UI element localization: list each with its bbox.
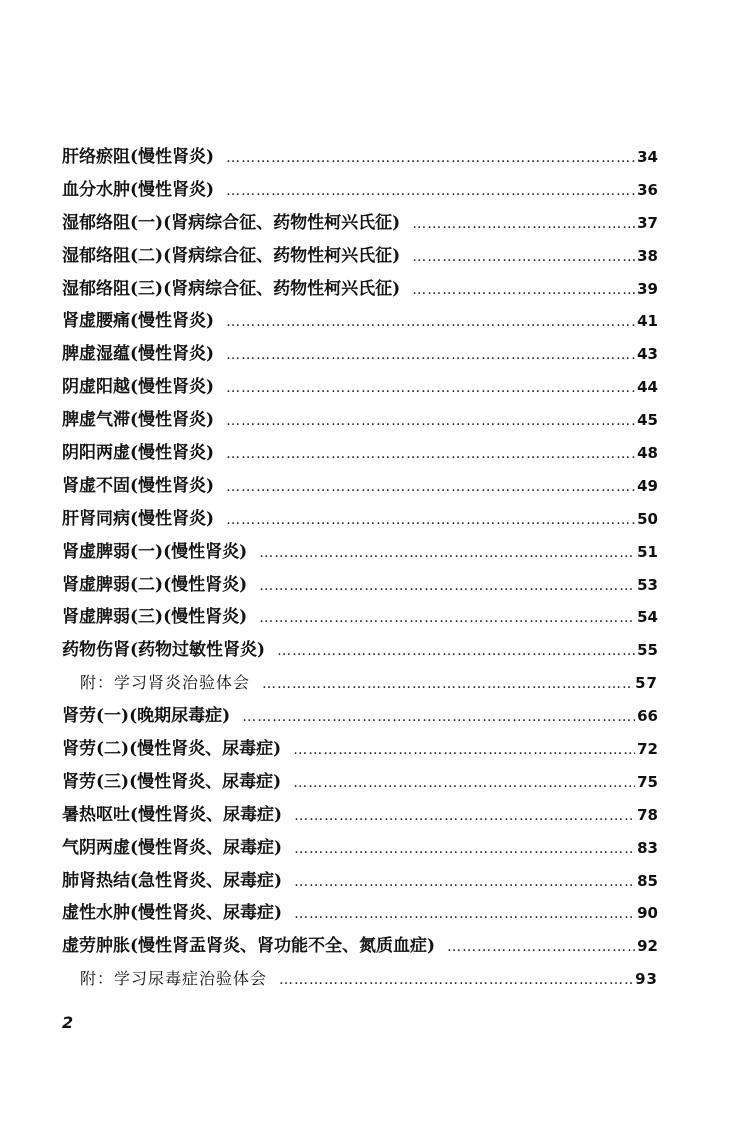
toc-entry-title: 肾虚脾弱(二)(慢性肾炎): [62, 574, 248, 595]
toc-entry-title: 肾虚腰痛(慢性肾炎): [62, 311, 215, 332]
toc-entry-title: 附：学习肾炎治验体会: [80, 673, 251, 693]
toc-entry-page: 92: [637, 937, 658, 956]
toc-entry-title: 肾劳(二)(慢性肾炎、尿毒症): [62, 739, 282, 760]
toc-entry-title: 虚性水肿(慢性肾炎、尿毒症): [62, 903, 283, 924]
toc-entry: [62, 601, 658, 634]
toc-entry-title: 肝肾同病(慢性肾炎): [62, 508, 215, 529]
toc-dot-leader: [412, 274, 635, 307]
toc-entry-page: 50: [637, 509, 658, 528]
toc-dot-leader: [226, 339, 635, 372]
toc-entry: [62, 569, 658, 602]
toc-dot-leader: [262, 668, 633, 701]
toc-entry-title: 肾虚不固(慢性肾炎): [62, 475, 215, 496]
toc-entry-page: 53: [637, 575, 658, 594]
toc-entry-page: 66: [637, 707, 658, 726]
toc-dot-leader: [294, 866, 635, 899]
toc-entry-page: 57: [635, 674, 658, 693]
toc-entry-title: 血分水肿(慢性肾炎): [62, 179, 215, 200]
toc-dot-leader: [259, 570, 635, 603]
toc-entry: [62, 766, 658, 799]
toc-entry-title: 湿郁络阻(一)(肾病综合征、药物性柯兴氏征): [62, 212, 401, 233]
toc-entry: [62, 470, 658, 503]
toc-dot-leader: [412, 208, 635, 241]
toc-entry-page: 72: [637, 740, 658, 759]
toc-entry: [62, 305, 658, 338]
toc-entry-page: 83: [637, 838, 658, 857]
toc-entry-page: 78: [637, 805, 658, 824]
toc-entry-title: 湿郁络阻(二)(肾病综合征、药物性柯兴氏征): [62, 245, 401, 266]
toc-entry: [62, 700, 658, 733]
toc-entry-title: 附：学习尿毒症治验体会: [80, 969, 268, 989]
toc-entry-page: 37: [637, 213, 658, 232]
toc-entry-page: 45: [637, 411, 658, 430]
toc-dot-leader: [293, 734, 635, 767]
toc-entry-title: 阴虚阳越(慢性肾炎): [62, 377, 215, 398]
toc-dot-leader: [294, 800, 635, 833]
toc-entry: [62, 799, 658, 832]
toc-entry-page: 48: [637, 444, 658, 463]
toc-entry: [62, 634, 658, 667]
toc-entry: [62, 832, 658, 865]
toc-entry: [62, 141, 658, 174]
toc-entry: [62, 404, 658, 437]
toc-entry-page: 90: [637, 904, 658, 923]
toc-entry: [62, 174, 658, 207]
toc-entry-title: 肝络瘀阻(慢性肾炎): [62, 147, 215, 167]
toc-entry: [62, 437, 658, 470]
toc-entry-page: 39: [637, 279, 658, 298]
toc-dot-leader: [294, 833, 635, 866]
toc-appendix-entry: [62, 667, 658, 700]
toc-entry-page: 44: [637, 378, 658, 397]
table-of-contents: [62, 141, 658, 996]
toc-entry-title: 阴阳两虚(慢性肾炎): [62, 443, 215, 464]
toc-entry: [62, 865, 658, 898]
toc-entry: [62, 240, 658, 273]
toc-dot-leader: [226, 175, 635, 208]
toc-dot-leader: [259, 602, 635, 635]
toc-entry: [62, 733, 658, 766]
toc-dot-leader: [279, 964, 633, 997]
toc-entry: [62, 371, 658, 404]
toc-dot-leader: [226, 504, 635, 537]
toc-entry-title: 脾虚湿蕴(慢性肾炎): [62, 344, 215, 365]
toc-dot-leader: [226, 405, 635, 438]
toc-dot-leader: [226, 372, 635, 405]
toc-dot-leader: [447, 931, 635, 964]
toc-entry-page: 38: [637, 246, 658, 265]
toc-entry-title: 湿郁络阻(三)(肾病综合征、药物性柯兴氏征): [62, 278, 401, 299]
toc-dot-leader: [226, 142, 635, 175]
toc-entry: [62, 207, 658, 240]
toc-entry-page: 54: [637, 608, 658, 627]
toc-entry: [62, 338, 658, 371]
toc-entry-page: 51: [637, 542, 658, 561]
toc-dot-leader: [294, 898, 635, 931]
toc-entry: [62, 930, 658, 963]
toc-entry-page: 43: [637, 345, 658, 364]
toc-dot-leader: [242, 701, 635, 734]
toc-entry: [62, 503, 658, 536]
toc-entry-title: 肾劳(三)(慢性肾炎、尿毒症): [62, 771, 282, 792]
toc-dot-leader: [226, 471, 635, 504]
toc-entry: [62, 273, 658, 306]
toc-entry-page: 36: [637, 180, 658, 199]
toc-entry-title: 脾虚气滞(慢性肾炎): [62, 410, 215, 431]
toc-entry-title: 暑热呕吐(慢性肾炎、尿毒症): [62, 804, 283, 825]
toc-dot-leader: [412, 241, 635, 274]
toc-appendix-entry: [62, 963, 658, 996]
toc-entry-page: 85: [637, 871, 658, 890]
toc-dot-leader: [259, 537, 635, 570]
toc-entry-title: 肾虚脾弱(一)(慢性肾炎): [62, 541, 248, 562]
toc-dot-leader: [226, 306, 635, 339]
toc-entry-title: 肾劳(一)(晚期尿毒症): [62, 706, 231, 727]
toc-entry-page: 41: [637, 312, 658, 331]
page-number: 2: [62, 1013, 74, 1032]
toc-entry: [62, 897, 658, 930]
toc-entry-title: 药物伤肾(药物过敏性肾炎): [62, 640, 266, 661]
toc-entry: [62, 536, 658, 569]
toc-entry-page: 75: [637, 772, 658, 791]
toc-dot-leader: [226, 438, 635, 471]
toc-entry-page: 55: [637, 641, 658, 660]
toc-entry-page: 93: [635, 970, 658, 989]
toc-entry-title: 气阴两虚(慢性肾炎、尿毒症): [62, 837, 283, 858]
toc-entry-page: 49: [637, 476, 658, 495]
toc-entry-title: 肾虚脾弱(三)(慢性肾炎): [62, 607, 248, 628]
toc-dot-leader: [277, 635, 635, 668]
toc-entry-title: 虚劳肿胀(慢性肾盂肾炎、肾功能不全、氮质血症): [62, 936, 436, 957]
toc-entry-title: 肺肾热结(急性肾炎、尿毒症): [62, 870, 283, 891]
toc-dot-leader: [293, 767, 635, 800]
toc-entry-page: 34: [637, 148, 658, 166]
